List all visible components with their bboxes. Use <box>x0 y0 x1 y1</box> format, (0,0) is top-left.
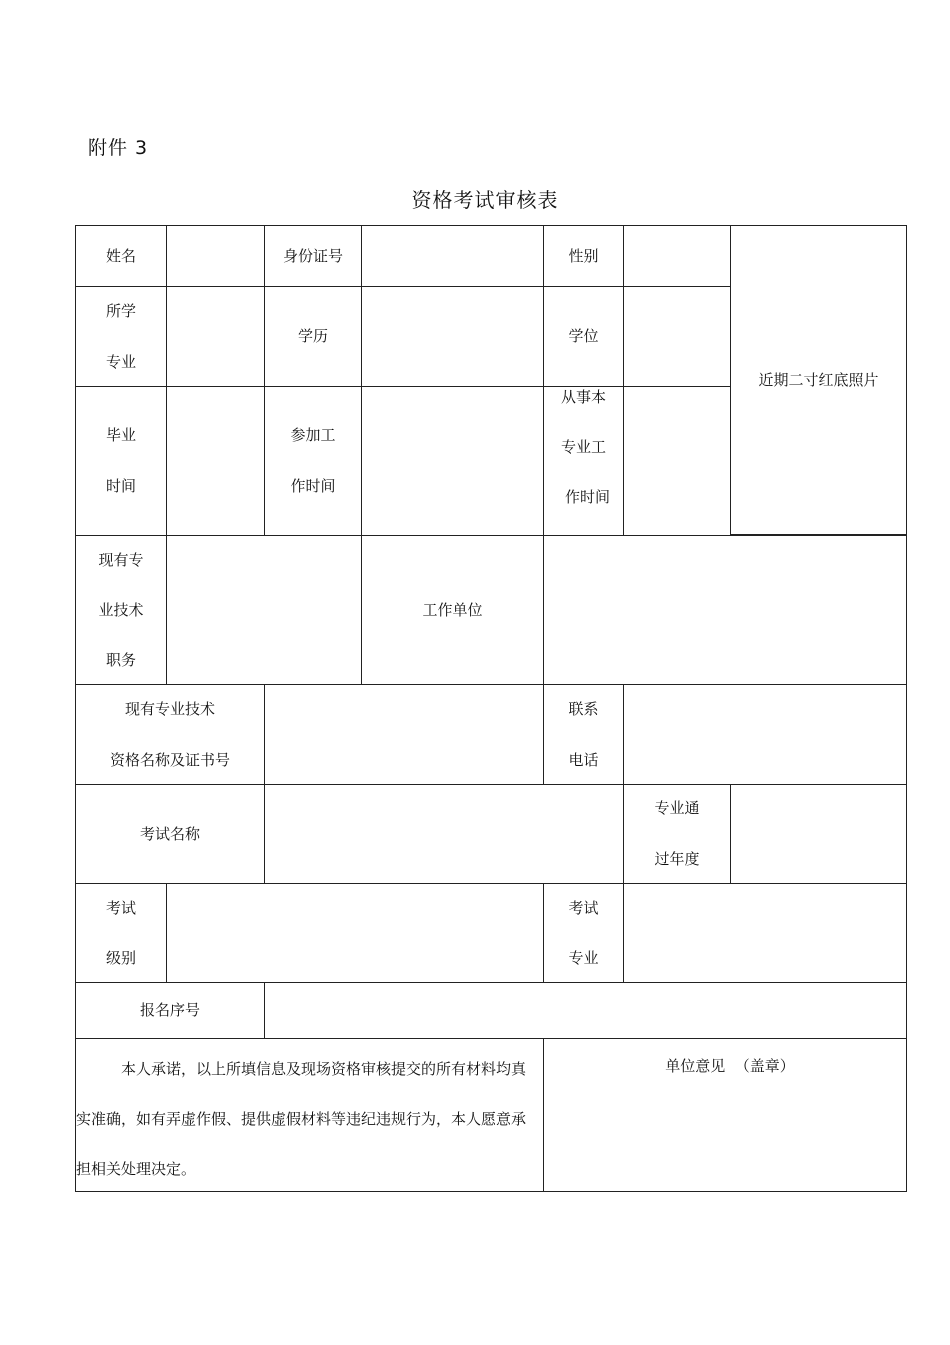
professional-work-time-label: 从事本 专业工 作时间 <box>543 386 624 536</box>
unit-opinion-box[interactable] <box>543 1038 907 1192</box>
qualification-label: 现有专业技术 资格名称及证书号 <box>75 684 265 785</box>
pledge-box <box>75 1038 544 1192</box>
major-field[interactable] <box>166 286 265 387</box>
exam-level-field[interactable] <box>166 883 544 983</box>
phone-field[interactable] <box>623 684 907 785</box>
work-start-time-field[interactable] <box>361 386 544 536</box>
attachment-label: 附件 3 <box>88 137 149 159</box>
degree-label: 学位 <box>543 286 624 387</box>
id-number-label: 身份证号 <box>264 225 362 287</box>
gender-label: 性别 <box>543 225 624 287</box>
name-field[interactable] <box>166 225 265 287</box>
exam-name-field[interactable] <box>264 784 624 884</box>
education-label: 学历 <box>264 286 362 387</box>
registration-number-field[interactable] <box>264 982 907 1039</box>
professional-work-time-field[interactable] <box>623 386 731 536</box>
exam-major-field[interactable] <box>623 883 907 983</box>
degree-field[interactable] <box>623 286 731 387</box>
pass-year-label: 专业通 过年度 <box>623 784 731 884</box>
work-start-time-label: 参加工 作时间 <box>264 386 362 536</box>
pass-year-field[interactable] <box>730 784 907 884</box>
graduation-time-label: 毕业 时间 <box>75 386 167 536</box>
employer-field[interactable] <box>543 535 907 685</box>
technical-title-label: 现有专 业技术 职务 <box>75 535 167 685</box>
registration-number-label: 报名序号 <box>75 982 265 1039</box>
exam-name-label: 考试名称 <box>75 784 265 884</box>
photo-box[interactable] <box>730 225 907 535</box>
employer-label: 工作单位 <box>361 535 544 685</box>
major-label: 所学 专业 <box>75 286 167 387</box>
id-number-field[interactable] <box>361 225 544 287</box>
graduation-time-field[interactable] <box>166 386 265 536</box>
pledge-text: 本人承诺，以上所填信息及现场资格审核提交的所有材料均真实准确，如有弄虚作假、提供虚假材料等违纪违规行为，本人愿意承担相关处理决定。 <box>76 1060 527 1178</box>
gender-field[interactable] <box>623 225 731 287</box>
name-label: 姓名 <box>75 225 167 287</box>
technical-title-field[interactable] <box>166 535 362 685</box>
qualification-field[interactable] <box>264 684 544 785</box>
exam-level-label: 考试 级别 <box>75 883 167 983</box>
unit-opinion-label: 单位意见 （盖章） <box>665 1057 795 1075</box>
phone-label: 联系 电话 <box>543 684 624 785</box>
exam-major-label: 考试 专业 <box>543 883 624 983</box>
photo-label: 近期二寸红底照片 <box>758 370 879 389</box>
page-title: 资格考试审核表 <box>411 188 559 212</box>
education-field[interactable] <box>361 286 544 387</box>
